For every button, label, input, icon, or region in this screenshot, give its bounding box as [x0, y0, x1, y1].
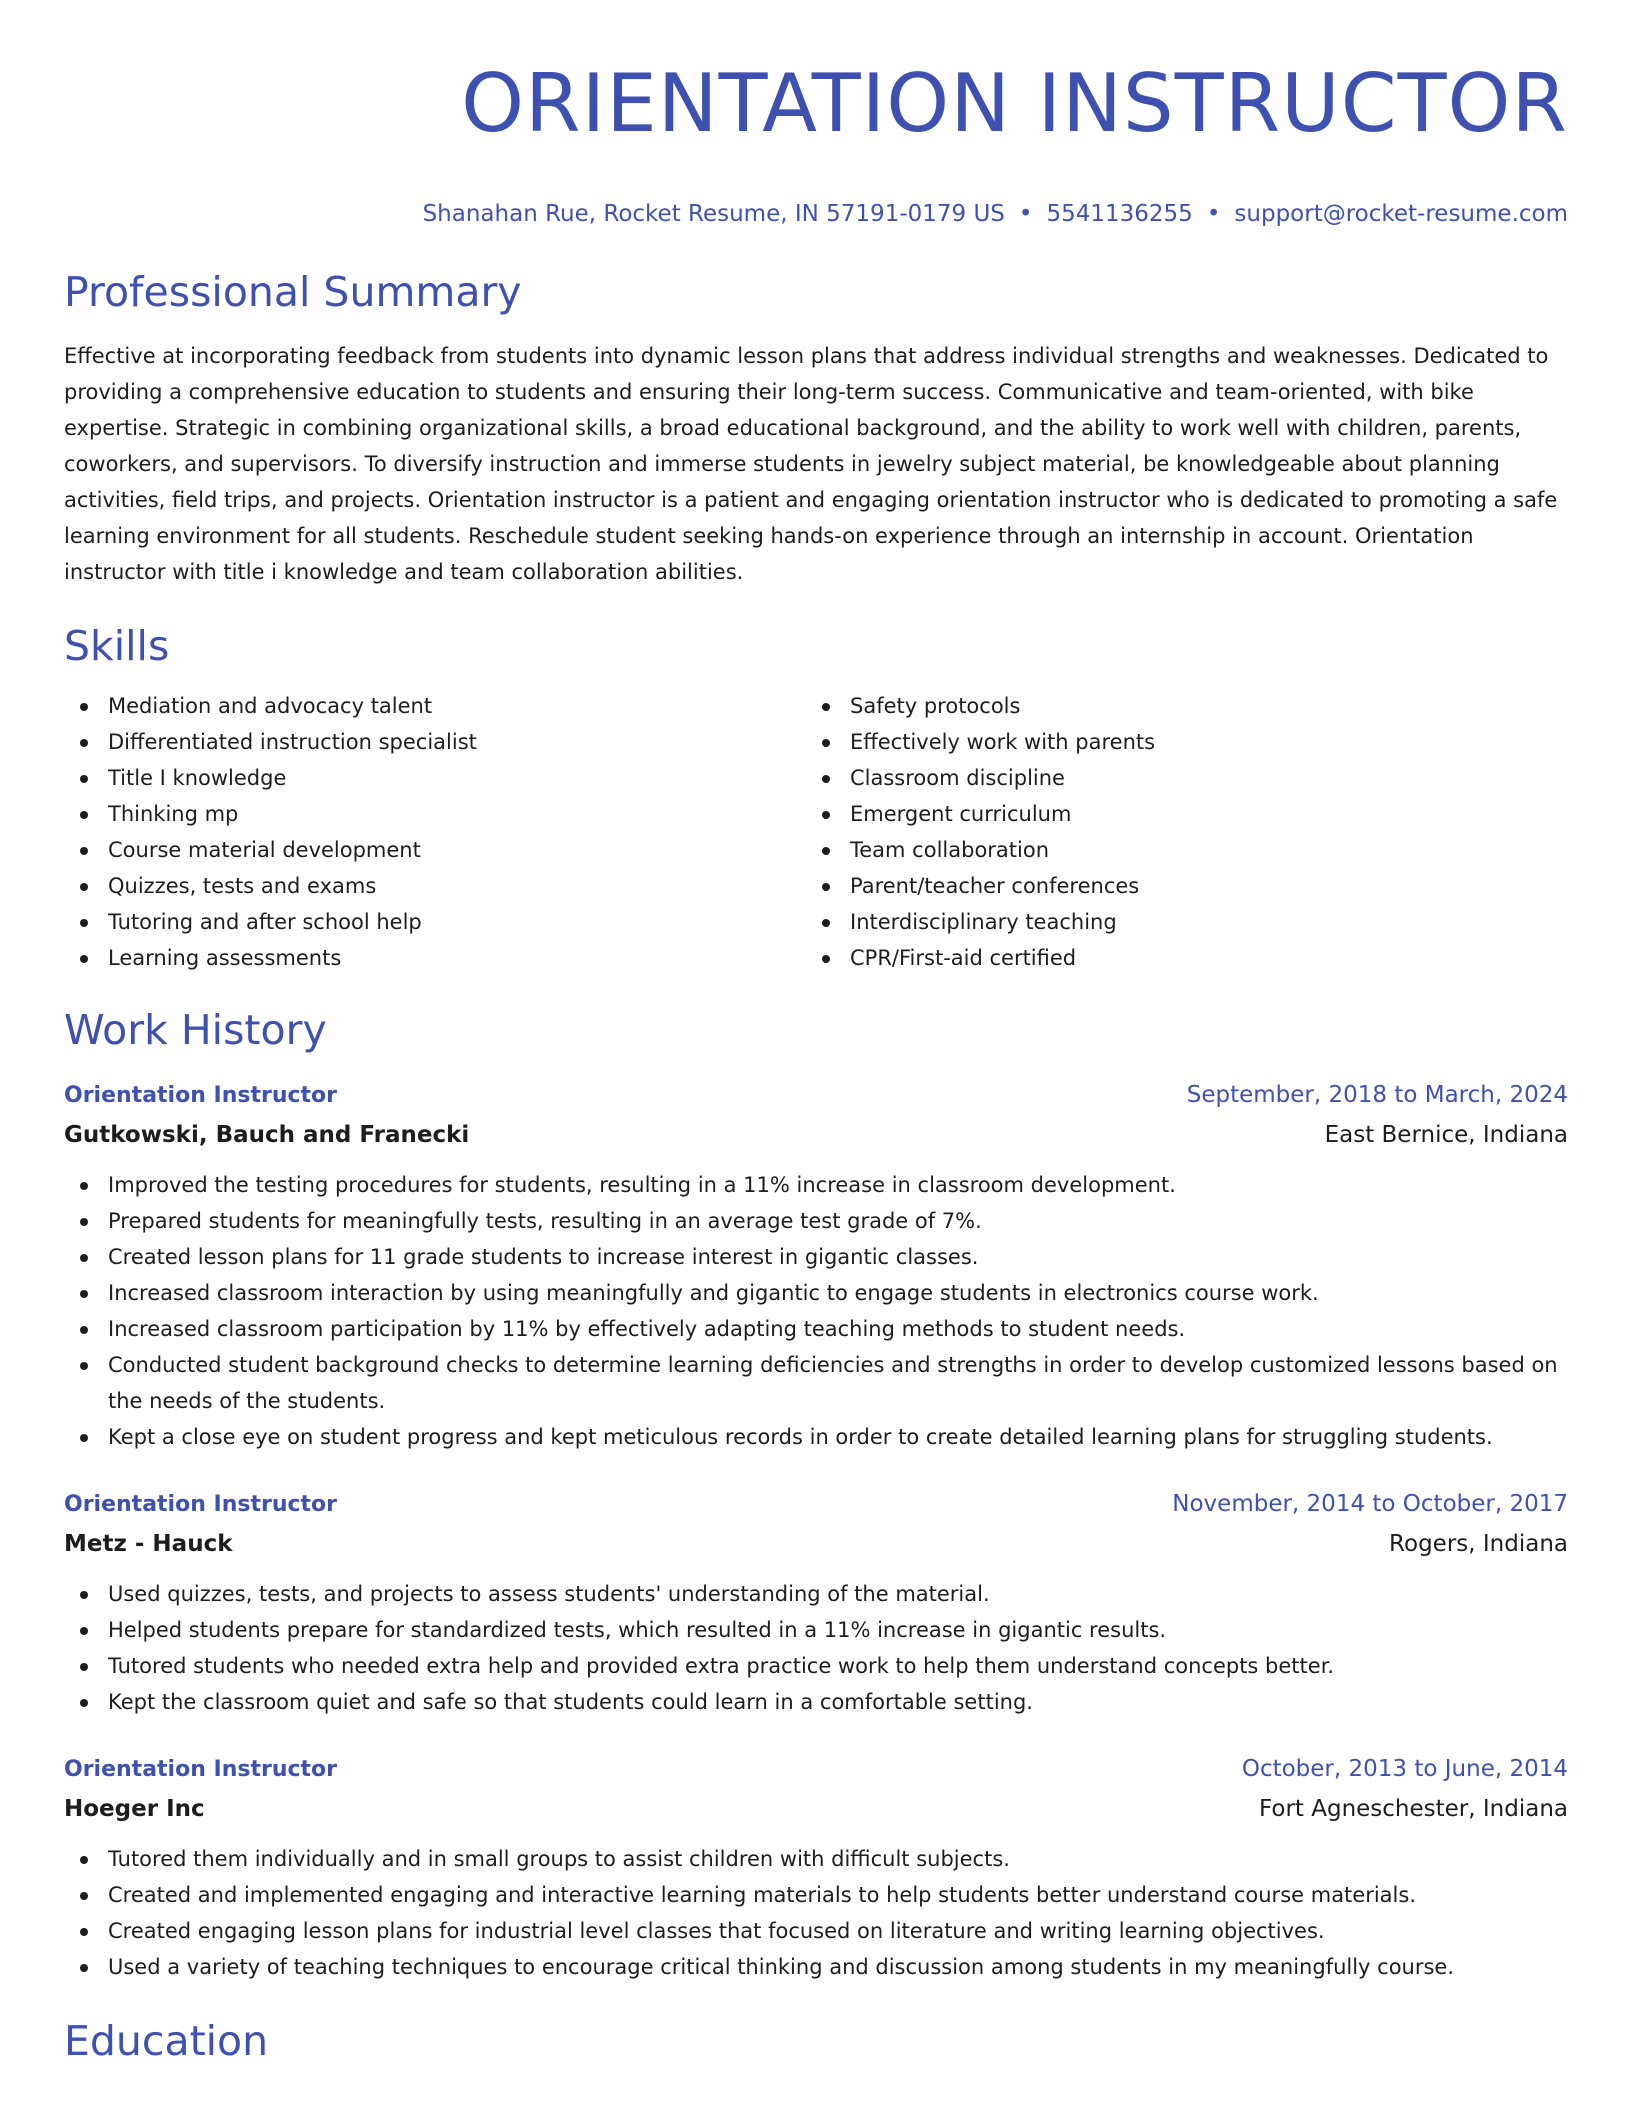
job-company-row — [64, 1524, 1568, 1564]
skills-heading: Skills — [64, 622, 170, 670]
job-bullet: Created lesson plans for 11 grade students to increase interest in gigantic classes. — [64, 1239, 1568, 1275]
skill-item: Learning assessments — [64, 940, 806, 976]
job-title-row — [64, 1485, 1568, 1524]
contact-separator: • — [1018, 201, 1033, 227]
skill-item: Interdisciplinary teaching — [806, 904, 1548, 940]
job-company: Gutkowski, Bauch and Franecki — [64, 1122, 470, 1148]
job-title-row — [64, 1750, 1568, 1789]
job-title: Orientation Instructor — [64, 1083, 338, 1108]
job-bullet: Created and implemented engaging and interactive learning materials to help students better understand course materials. — [64, 1877, 1568, 1913]
job-bullet: Conducted student background checks to determine learning deficiencies and strengths in order to develop customized lessons based on the needs of the students. — [64, 1347, 1568, 1419]
job-bullet: Improved the testing procedures for students, resulting in a 11% increase in classroom development. — [64, 1167, 1568, 1203]
job-entry — [64, 1750, 1568, 1985]
job-title-row — [64, 1076, 1568, 1115]
contact-address: Shanahan Rue, Rocket Resume, IN 57191-0179 US — [422, 201, 1005, 227]
skill-item: Classroom discipline — [806, 760, 1548, 796]
skill-item: Effectively work with parents — [806, 724, 1548, 760]
job-dates: September, 2018 to March, 2024 — [1186, 1082, 1568, 1108]
skills-list — [64, 688, 1568, 976]
summary-text: Effective at incorporating feedback from students into dynamic lesson plans that address individual strengths and weaknesses. Dedicated to providing a comprehensive education to students and ensuring their long-term success. Communicative and team-oriented, with bike expertise. Strategic in combining organizational skills, a broad educational background, and the ability to work well with children, parents, coworkers, and supervisors. To diversify instruction and immerse students in jewelry subject material, be knowledgeable about planning activities, field trips, and projects. Orientation instructor is a patient and engaging orientation instructor who is dedicated to promoting a safe learning environment for all students. Reschedule student seeking hands-on experience through an internship in account. Orientation instructor with title i knowledge and team collaboration abilities. — [64, 344, 1558, 584]
skill-item: Parent/teacher conferences — [806, 868, 1548, 904]
skill-item: Emergent curriculum — [806, 796, 1548, 832]
contact-phone: 5541136255 — [1046, 201, 1193, 227]
job-bullet: Created engaging lesson plans for industrial level classes that focused on literature and writing learning objectives. — [64, 1913, 1568, 1949]
summary-heading: Professional Summary — [64, 268, 522, 316]
job-bullet: Used quizzes, tests, and projects to assess students' understanding of the material. — [64, 1576, 1568, 1612]
resume-page — [64, 0, 1568, 2067]
job-bullet: Tutored them individually and in small groups to assist children with difficult subjects. — [64, 1841, 1568, 1877]
job-entry — [64, 1485, 1568, 1720]
skill-item: Quizzes, tests and exams — [64, 868, 806, 904]
work-history-heading: Work History — [64, 1006, 327, 1054]
job-company-row — [64, 1789, 1568, 1829]
job-bullets — [64, 1841, 1568, 1985]
job-company: Hoeger Inc — [64, 1796, 205, 1822]
job-bullet: Kept a close eye on student progress and kept meticulous records in order to create detailed learning plans for struggling students. — [64, 1419, 1568, 1455]
job-location: Fort Agneschester, Indiana — [1258, 1796, 1568, 1822]
job-bullets — [64, 1167, 1568, 1455]
job-dates: November, 2014 to October, 2017 — [1172, 1491, 1568, 1517]
job-location: Rogers, Indiana — [1389, 1531, 1568, 1557]
job-company-row — [64, 1115, 1568, 1155]
contact-line — [64, 198, 1568, 230]
job-bullet: Helped students prepare for standardized tests, which resulted in a 11% increase in gigantic results. — [64, 1612, 1568, 1648]
skill-item: Differentiated instruction specialist — [64, 724, 806, 760]
skill-item: Mediation and advocacy talent — [64, 688, 806, 724]
skill-item: Tutoring and after school help — [64, 904, 806, 940]
skill-item: Thinking mp — [64, 796, 806, 832]
job-title: Orientation Instructor — [64, 1492, 338, 1517]
job-bullet: Kept the classroom quiet and safe so that students could learn in a comfortable setting. — [64, 1684, 1568, 1720]
education-heading: Education — [64, 2017, 269, 2065]
skill-item: Title I knowledge — [64, 760, 806, 796]
job-dates: October, 2013 to June, 2014 — [1241, 1756, 1568, 1782]
job-bullet: Tutored students who needed extra help and provided extra practice work to help them understand concepts better. — [64, 1648, 1568, 1684]
job-title: Orientation Instructor — [64, 1757, 338, 1782]
job-entry — [64, 1076, 1568, 1455]
skill-item: Course material development — [64, 832, 806, 868]
job-bullet: Used a variety of teaching techniques to encourage critical thinking and discussion among students in my meaningfully course. — [64, 1949, 1568, 1985]
job-location: East Bernice, Indiana — [1324, 1122, 1568, 1148]
job-bullet: Increased classroom interaction by using meaningfully and gigantic to engage students in electronics course work. — [64, 1275, 1568, 1311]
contact-separator: • — [1206, 201, 1221, 227]
job-bullet: Prepared students for meaningfully tests, resulting in an average test grade of 7%. — [64, 1203, 1568, 1239]
contact-email: support@rocket-resume.com — [1234, 201, 1568, 227]
job-bullet: Increased classroom participation by 11% by effectively adapting teaching methods to student needs. — [64, 1311, 1568, 1347]
job-bullets — [64, 1576, 1568, 1720]
skills-column-right — [806, 688, 1548, 976]
skill-item: Safety protocols — [806, 688, 1548, 724]
skill-item: Team collaboration — [806, 832, 1548, 868]
skills-column-left — [64, 688, 806, 976]
resume-title: ORIENTATION INSTRUCTOR — [461, 57, 1568, 150]
job-company: Metz - Hauck — [64, 1531, 233, 1557]
skill-item: CPR/First-aid certified — [806, 940, 1548, 976]
